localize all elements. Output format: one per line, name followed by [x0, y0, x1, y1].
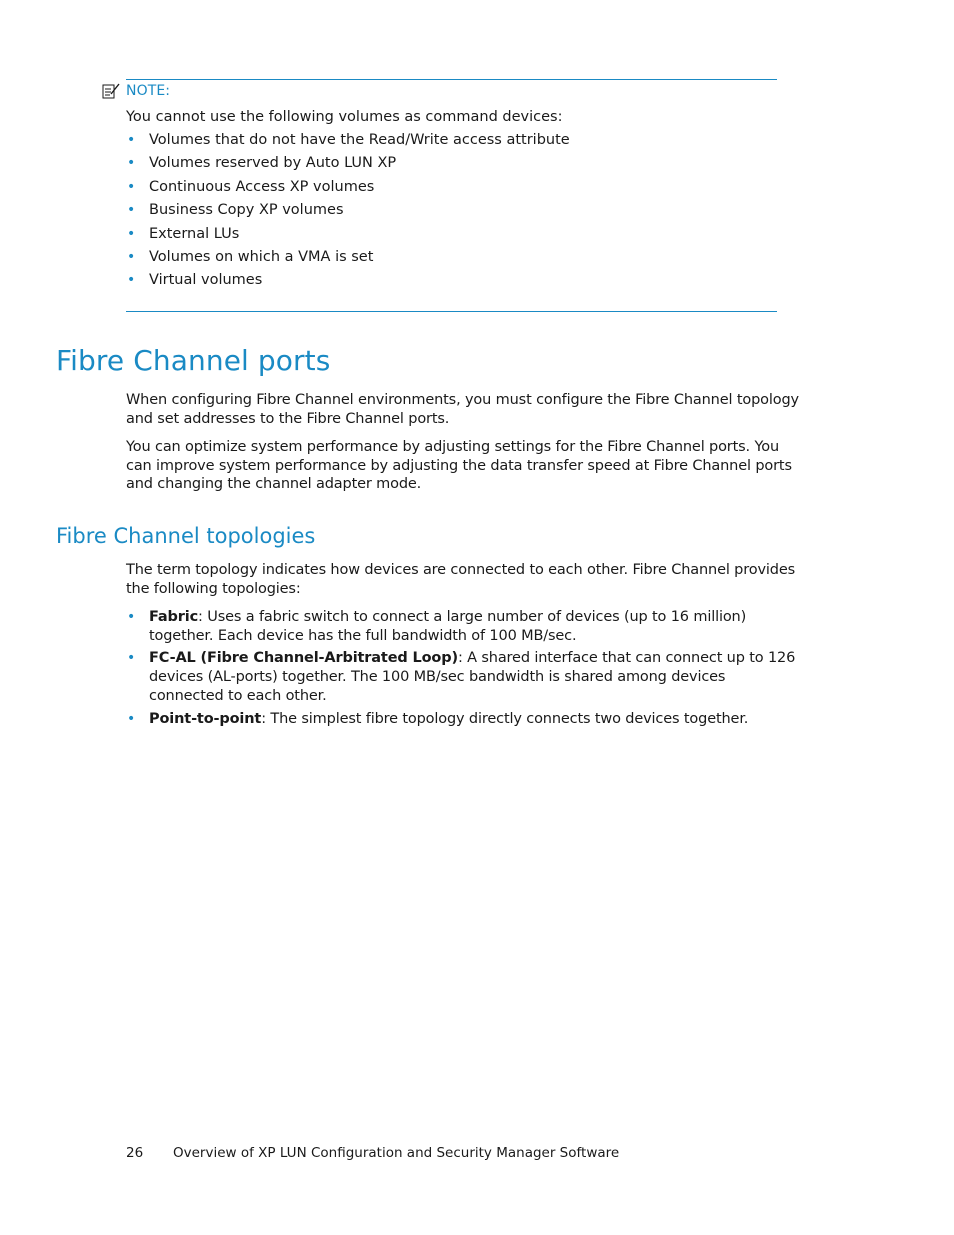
section-paragraph-2: You can optimize system performance by adjusting settings for the Fibre Channel ports. You can improve system performance by adjusting the data transfer speed at Fibre Channel ports and changing the channel adapter mode.: [126, 439, 792, 493]
list-item: • Business Copy XP volumes: [127, 202, 344, 219]
list-item: • Virtual volumes: [127, 272, 263, 289]
bullet-icon: •: [127, 650, 136, 667]
bullet-icon: •: [127, 248, 136, 265]
list-item: [126, 649, 802, 705]
topology-description: : Uses a fabric switch to connect a large number of devices (up to 16 million) together. Each device has the full bandwidth of 100 MB/sec.: [149, 609, 747, 644]
topology-term: FC-AL (Fibre Channel-Arbitrated Loop): [149, 650, 458, 667]
bullet-icon: •: [127, 272, 136, 289]
list-item: • Volumes reserved by Auto LUN XP: [127, 155, 397, 172]
bullet-icon: •: [127, 609, 136, 625]
list-item: • Volumes on which a VMA is set: [127, 248, 374, 265]
list-item: • Continuous Access XP volumes: [127, 178, 375, 195]
bullet-icon: •: [127, 155, 136, 172]
page-number: 26: [126, 1145, 144, 1161]
note-pencil-icon: [102, 83, 120, 99]
subsection-title: Fibre Channel topologies: [56, 524, 316, 548]
note-intro: You cannot use the following volumes as command devices:: [126, 109, 563, 125]
topology-description: : The simplest fibre topology directly connects two devices together.: [261, 710, 749, 727]
list-item: [126, 608, 802, 645]
note-box: [126, 79, 777, 312]
subsection-intro: The term topology indicates how devices are connected to each other. Fibre Channel provides the following topologies:: [126, 562, 795, 597]
list-item: • External LUs: [127, 225, 240, 242]
list-item: [126, 710, 802, 729]
section-title: Fibre Channel ports: [56, 344, 331, 377]
topology-term: Point-to-point: [149, 710, 262, 727]
bullet-icon: •: [127, 132, 136, 148]
bullet-icon: •: [127, 202, 136, 219]
topology-list: [126, 608, 802, 732]
topology-description: : A shared interface that can connect up to 126 devices (AL-ports) together. The 100 MB/sec bandwidth is shared among devices connected to each other.: [149, 650, 796, 704]
bullet-icon: •: [127, 178, 136, 195]
note-title: NOTE:: [126, 83, 171, 99]
bullet-icon: •: [127, 225, 136, 242]
bullet-icon: •: [127, 710, 136, 727]
note-list: [126, 131, 570, 295]
list-item: • Volumes that do not have the Read/Write access attribute: [127, 132, 570, 148]
topology-term: Fabric: [149, 609, 199, 625]
section-paragraph-1: When configuring Fibre Channel environments, you must configure the Fibre Channel topology and set addresses to the Fibre Channel ports.: [126, 392, 799, 427]
footer-text: Overview of XP LUN Configuration and Security Manager Software: [173, 1145, 620, 1161]
